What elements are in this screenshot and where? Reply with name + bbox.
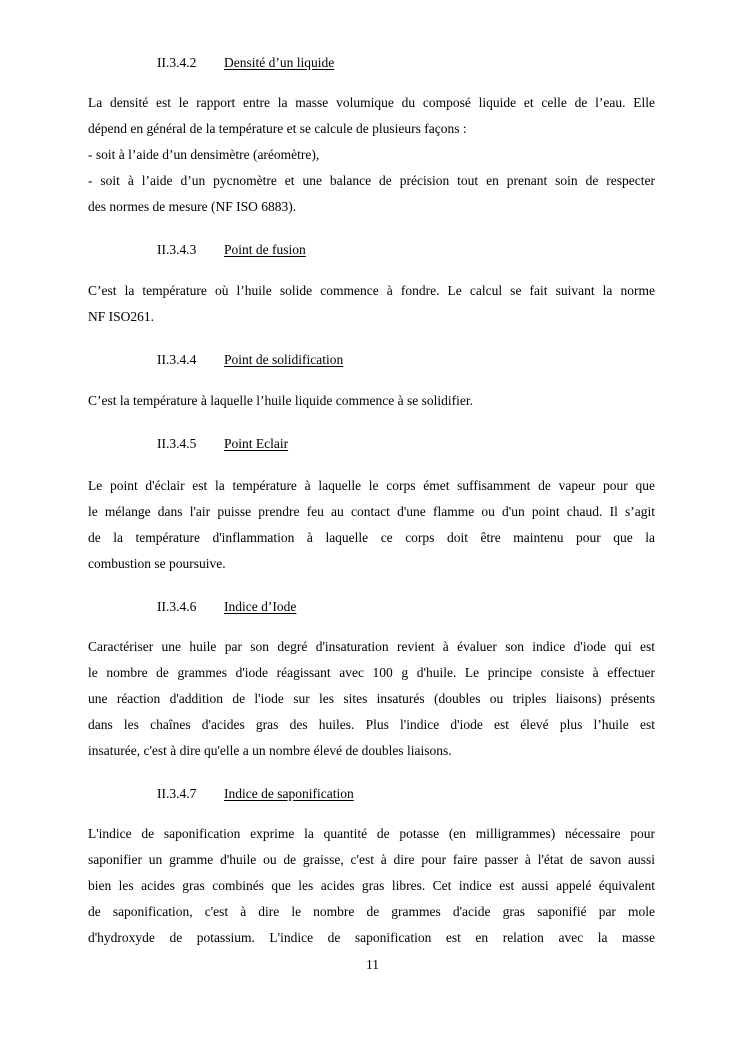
text-line: de saponification, c'est à dire le nombre de grammes d'acide gras saponifié par mole [88, 904, 655, 919]
section-paragraph [88, 278, 655, 330]
section-paragraph [88, 90, 655, 220]
section-number: II.3.4.2 [157, 55, 197, 70]
section-title: Point de fusion [224, 242, 306, 257]
section-title: Point de solidification [224, 352, 344, 367]
section-paragraph [88, 473, 655, 577]
section-title: Indice de saponification [224, 786, 354, 801]
text-line: insaturée, c'est à dire qu'elle a un nombre élevé de doubles liaisons. [88, 743, 452, 758]
text-line: Le point d'éclair est la température à laquelle le corps émet suffisamment de vapeur pour que [88, 478, 655, 493]
text-line: de la température d'inflammation à laquelle ce corps doit être maintenu pour que la [88, 530, 655, 545]
text-line: le mélange dans l'air puisse prendre feu au contact d'une flamme ou d'un point chaud. Il s’agit [88, 504, 655, 519]
section-title: Point Eclair [224, 436, 289, 451]
section-paragraph [88, 634, 655, 764]
section-number: II.3.4.6 [157, 599, 197, 614]
text-line: saponifier un gramme d'huile ou de graisse, c'est à dire pour faire passer à l'état de savon aussi [88, 852, 655, 867]
text-line: le nombre de grammes d'iode réagissant avec 100 g d'huile. Le principe consiste à effectuer [88, 665, 655, 680]
text-line: dépend en général de la température et se calcule de plusieurs façons : [88, 121, 467, 136]
text-line: combustion se poursuive. [88, 556, 226, 571]
text-line: C’est la température où l’huile solide commence à fondre. Le calcul se fait suivant la norme [88, 283, 655, 298]
section-number: II.3.4.3 [157, 242, 197, 257]
text-line: - soit à l’aide d’un pycnomètre et une balance de précision tout en prenant soin de respecter [88, 173, 655, 188]
section-title: Indice d’Iode [224, 599, 297, 614]
text-line: NF ISO261. [88, 309, 155, 324]
section-paragraph [88, 388, 655, 414]
text-line: La densité est le rapport entre la masse volumique du composé liquide et celle de l’eau. Elle [88, 95, 655, 110]
section-paragraph [88, 821, 655, 951]
section-number: II.3.4.7 [157, 786, 197, 801]
text-line: une réaction d'addition de l'iode sur les sites insaturés (doubles ou triples liaisons) présents [88, 691, 655, 706]
section-number: II.3.4.5 [157, 436, 197, 451]
text-line: des normes de mesure (NF ISO 6883). [88, 199, 297, 214]
text-line: C’est la température à laquelle l’huile liquide commence à se solidifier. [88, 393, 473, 408]
section-number: II.3.4.4 [157, 352, 197, 367]
text-line: dans les chaînes d'acides gras des huiles. Plus l'indice d'iode est élevé plus l’huile est [88, 717, 655, 732]
text-line: Caractériser une huile par son degré d'insaturation revient à évaluer son indice d'iode qui est [88, 639, 655, 654]
text-line: d'hydroxyde de potassium. L'indice de saponification est en relation avec la masse [88, 930, 655, 945]
text-line: bien les acides gras combinés que les acides gras libres. Cet indice est aussi appelé équivalent [88, 878, 655, 893]
text-line: - soit à l’aide d’un densimètre (aréomètre), [88, 147, 320, 162]
page-number: 11 [366, 957, 379, 972]
text-line: L'indice de saponification exprime la quantité de potasse (en milligrammes) nécessaire pour [88, 826, 655, 841]
section-title: Densité d’un liquide [224, 55, 335, 70]
